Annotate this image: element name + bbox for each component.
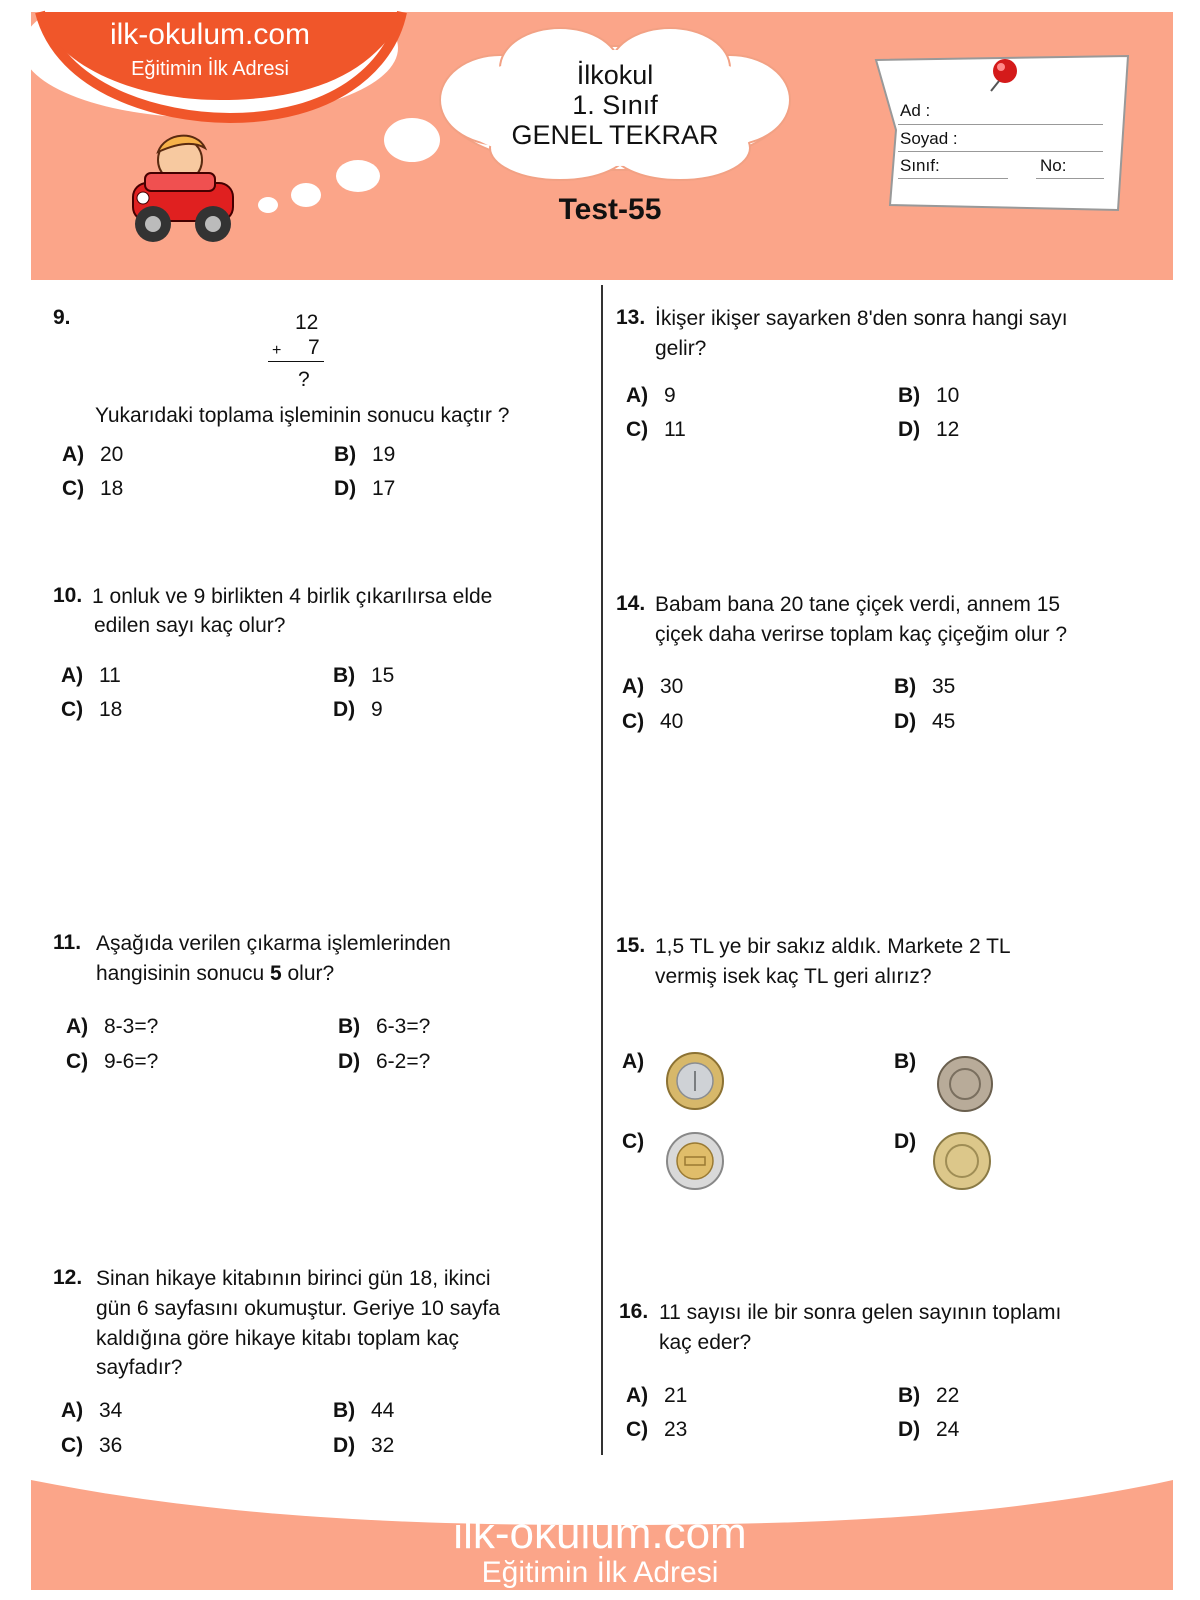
ten-kurus-coin-icon[interactable] xyxy=(933,1132,991,1190)
footer-site-name[interactable]: ilk-okulum.com xyxy=(453,1509,747,1558)
q12-option-a[interactable]: A) 34 xyxy=(61,1399,123,1422)
name-field-line[interactable] xyxy=(898,124,1103,125)
test-title: Test-55 xyxy=(558,193,662,226)
q16-text-line1: 11 sayısı ile bir sonra gelen sayının toplamı xyxy=(659,1301,1062,1324)
q16-option-b[interactable]: B) 22 xyxy=(898,1384,960,1407)
q9-sum-line xyxy=(268,361,324,362)
one-lira-coin-icon[interactable] xyxy=(666,1052,724,1110)
q9-operand-bottom: 7 xyxy=(308,336,320,359)
footer-site-slogan: Eğitimin İlk Adresi xyxy=(481,1556,719,1589)
q10-option-b[interactable]: B) 15 xyxy=(333,664,395,687)
class-field-label: Sınıf: xyxy=(900,156,940,175)
q10-option-d[interactable]: D) 9 xyxy=(333,698,383,721)
q11-number: 11. xyxy=(53,931,82,954)
q13-number: 13. xyxy=(616,306,646,329)
q11-text-line1: Aşağıda verilen çıkarma işlemlerinden xyxy=(96,932,451,955)
q13-option-a[interactable]: A) 9 xyxy=(626,384,676,407)
q11-option-c[interactable]: C) 9-6=? xyxy=(66,1050,159,1073)
column-divider xyxy=(601,285,603,1455)
q9-option-d[interactable]: D) 17 xyxy=(334,477,396,500)
surname-field-line[interactable] xyxy=(898,151,1103,152)
q9-number: 9. xyxy=(53,306,71,329)
q14-option-b[interactable]: B) 35 xyxy=(894,675,956,698)
surname-field-label: Soyad : xyxy=(900,129,958,148)
q11-option-b[interactable]: B) 6-3=? xyxy=(338,1015,431,1038)
header-site-name[interactable]: ilk-okulum.com xyxy=(109,18,311,51)
q10-option-a[interactable]: A) 11 xyxy=(61,664,121,687)
q12-option-b[interactable]: B) 44 xyxy=(333,1399,395,1422)
q14-option-c[interactable]: C) 40 xyxy=(622,710,684,733)
q14-text-line1: Babam bana 20 tane çiçek verdi, annem 15 xyxy=(655,593,1061,616)
q12-text-line2: gün 6 sayfasını okumuştur. Geriye 10 sayfa xyxy=(96,1297,500,1320)
class-field-line[interactable] xyxy=(898,178,1008,179)
q9-operand-top: 12 xyxy=(295,311,319,334)
q15-text-line2: vermiş isek kaç TL geri alırız? xyxy=(655,965,932,988)
number-field-line[interactable] xyxy=(1036,178,1104,179)
q9-result: ? xyxy=(298,368,310,391)
q10-text-line2: edilen sayı kaç olur? xyxy=(94,614,286,637)
fifty-kurus-coin-icon[interactable] xyxy=(666,1132,724,1190)
bubble-line-grade: 1. Sınıf xyxy=(572,90,658,120)
q10-option-c[interactable]: C) 18 xyxy=(61,698,123,721)
q15-option-d[interactable]: D) xyxy=(894,1130,917,1153)
q12-option-c[interactable]: C) 36 xyxy=(61,1434,123,1457)
q13-text-line1: İkişer ikişer sayarken 8'den sonra hangi sayı xyxy=(655,307,1068,330)
q16-option-a[interactable]: A) 21 xyxy=(626,1384,688,1407)
q10-text-line1: 1 onluk ve 9 birlikten 4 birlik çıkarılırsa elde xyxy=(92,585,493,608)
q16-text-line2: kaç eder? xyxy=(659,1331,752,1354)
name-field-label: Ad : xyxy=(900,101,931,120)
q9-option-a[interactable]: A) 20 xyxy=(62,443,124,466)
q15-number: 15. xyxy=(616,934,646,957)
q10-number: 10. xyxy=(53,584,83,607)
q9-plus-sign: + xyxy=(272,342,282,359)
q11-option-a[interactable]: A) 8-3=? xyxy=(66,1015,159,1038)
q16-number: 16. xyxy=(619,1300,649,1323)
header-site-slogan: Eğitimin İlk Adresi xyxy=(131,58,289,80)
q14-option-d[interactable]: D) 45 xyxy=(894,710,956,733)
q14-option-a[interactable]: A) 30 xyxy=(622,675,684,698)
q15-option-c[interactable]: C) xyxy=(622,1130,645,1153)
q15-text-line1: 1,5 TL ye bir sakız aldık. Markete 2 TL xyxy=(655,935,1011,958)
car-character-icon xyxy=(125,128,245,253)
q9-text: Yukarıdaki toplama işleminin sonucu kaçtır ? xyxy=(95,404,510,427)
q12-text-line3: kaldığına göre hikaye kitabı toplam kaç xyxy=(96,1327,460,1350)
bubble-line-school: İlkokul xyxy=(576,60,654,90)
q14-number: 14. xyxy=(616,592,646,615)
number-field-label: No: xyxy=(1040,156,1067,175)
q15-option-b[interactable]: B) xyxy=(894,1050,917,1073)
q12-text-line1: Sinan hikaye kitabının birinci gün 18, ikinci xyxy=(96,1267,491,1290)
q11-option-d[interactable]: D) 6-2=? xyxy=(338,1050,431,1073)
q12-number: 12. xyxy=(53,1266,83,1289)
q13-option-d[interactable]: D) 12 xyxy=(898,418,960,441)
q14-text-line2: çiçek daha verirse toplam kaç çiçeğim olur ? xyxy=(655,623,1068,646)
q9-option-b[interactable]: B) 19 xyxy=(334,443,396,466)
twenty-five-kurus-coin-icon[interactable] xyxy=(937,1056,993,1112)
q12-text-line4: sayfadır? xyxy=(96,1356,183,1379)
q16-option-d[interactable]: D) 24 xyxy=(898,1418,960,1441)
q11-text-line2: hangisinin sonucu 5 olur? xyxy=(96,962,335,985)
q12-option-d[interactable]: D) 32 xyxy=(333,1434,395,1457)
q16-option-c[interactable]: C) 23 xyxy=(626,1418,688,1441)
q15-option-a[interactable]: A) xyxy=(622,1050,645,1073)
pushpin-icon xyxy=(985,55,1025,95)
q9-option-c[interactable]: C) 18 xyxy=(62,477,124,500)
q13-option-b[interactable]: B) 10 xyxy=(898,384,960,407)
q13-text-line2: gelir? xyxy=(655,337,707,360)
q13-option-c[interactable]: C) 11 xyxy=(626,418,686,441)
bubble-line-topic: GENEL TEKRAR xyxy=(511,120,719,150)
